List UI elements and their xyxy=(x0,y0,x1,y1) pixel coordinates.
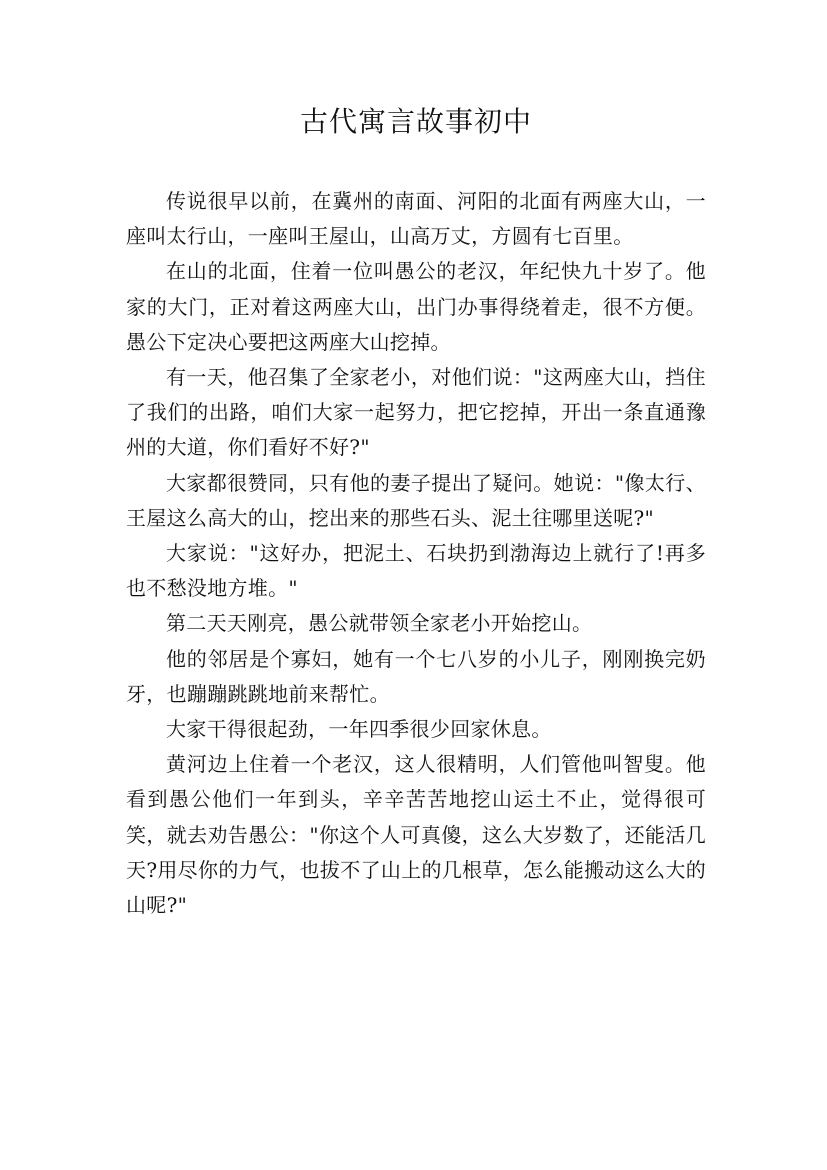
paragraph: 第二天天刚亮，愚公就带领全家老小开始挖山。 xyxy=(166,611,593,636)
document-title: 古代寓言故事初中 xyxy=(299,105,532,138)
document-body xyxy=(126,184,706,923)
paragraph: 有一天，他召集了全家老小，对他们说："这两座大山，挡住了我们的出路，咱们大家一起努力，把它挖掉，开出一条直通豫州的大道，你们看好不好?" xyxy=(126,365,706,460)
paragraph: 在山的北面，住着一位叫愚公的老汉，年纪快九十岁了。他家的大门，正对着这两座大山，出门办事得绕着走，很不方便。愚公下定决心要把这两座大山挖掉。 xyxy=(126,259,706,354)
paragraph: 他的邻居是个寡妇，她有一个七八岁的小儿子，刚刚换完奶牙，也蹦蹦跳跳地前来帮忙。 xyxy=(126,646,706,706)
paragraph: 黄河边上住着一个老汉，这人很精明，人们管他叫智叟。他看到愚公他们一年到头，辛辛苦苦地挖山运土不止，觉得很可笑，就去劝告愚公："你这个人可真傻，这么大岁数了，还能活几天?用尽你的力气，也拔不了山上的几根草，怎么能搬动这么大的山呢?" xyxy=(126,752,706,918)
paragraph: 大家都很赞同，只有他的妻子提出了疑问。她说："像太行、王屋这么高大的山，挖出来的那些石头、泥土往哪里送呢?" xyxy=(126,470,706,530)
paragraph: 大家说："这好办，把泥土、石块扔到渤海边上就行了!再多也不愁没地方堆。" xyxy=(126,541,706,601)
paragraph: 传说很早以前，在冀州的南面、河阳的北面有两座大山，一座叫太行山，一座叫王屋山，山高万丈，方圆有七百里。 xyxy=(126,189,706,249)
paragraph: 大家干得很起劲，一年四季很少回家休息。 xyxy=(166,717,552,742)
